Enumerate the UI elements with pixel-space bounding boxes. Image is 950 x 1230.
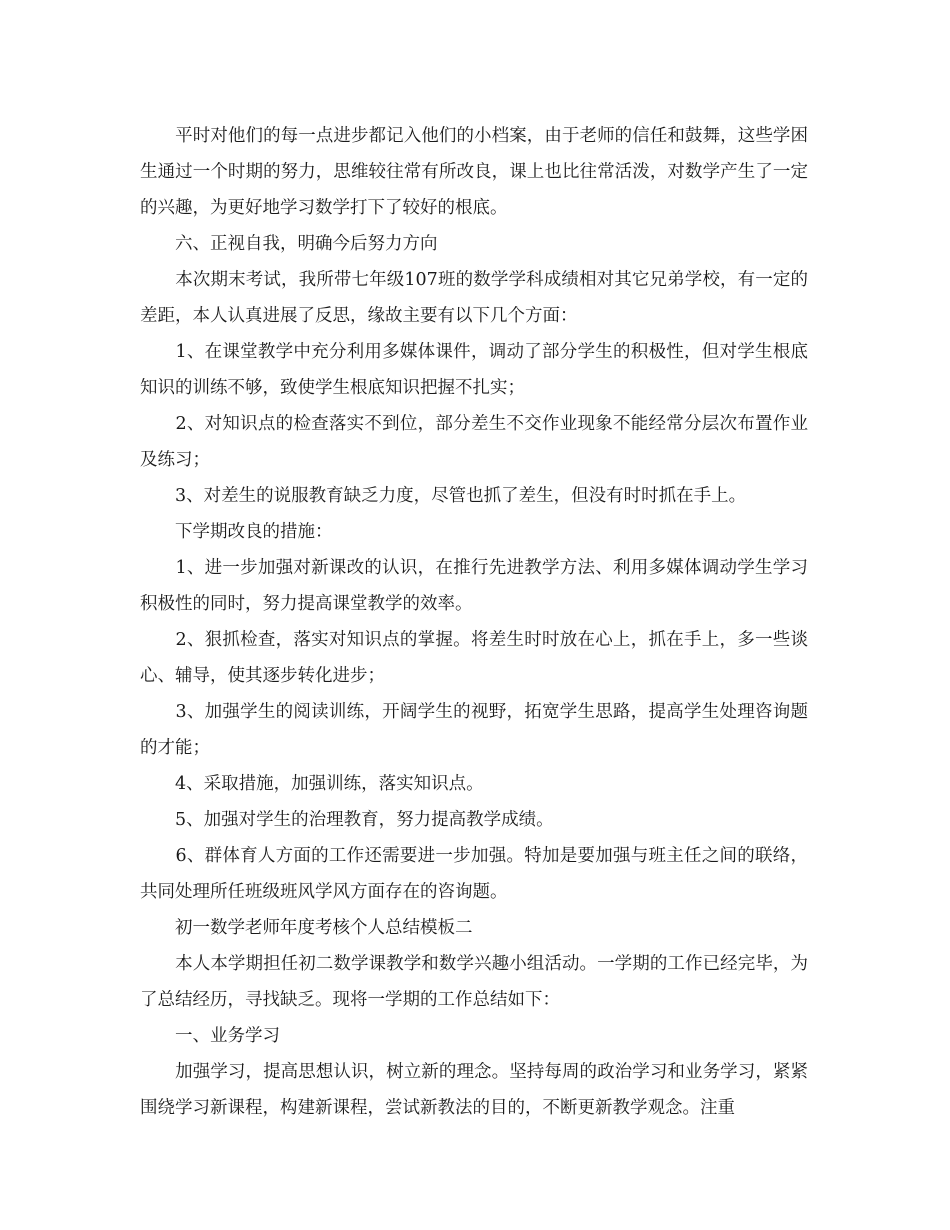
document-subtitle: 初一数学老师年度考核个人总结模板二 <box>140 918 473 938</box>
list-item: 1、进一步加强对新课改的认识，在推行先进教学方法、利用多媒体调动学生学习积极性的同时，努力提高课堂教学的效率。 <box>140 558 808 614</box>
list-item: 3、加强学生的阅读训练，开阔学生的视野，拓宽学生思路，提高学生处理咨询题的才能； <box>140 702 808 758</box>
section-heading: 下学期改良的措施： <box>140 522 333 542</box>
paragraph: 本人本学期担任初二数学课教学和数学兴趣小组活动。一学期的工作已经完毕，为了总结经历，寻找缺乏。现将一学期的工作总结如下： <box>140 954 808 1010</box>
paragraph: 加强学习，提高思想认识，树立新的理念。坚持每周的政治学习和业务学习，紧紧围绕学习新课程，构建新课程，尝试新教法的目的，不断更新教学观念。注重 <box>140 1062 808 1118</box>
list-item: 2、狠抓检查，落实对知识点的掌握。将差生时时放在心上，抓在手上，多一些谈心、辅导，使其逐步转化进步； <box>140 630 808 686</box>
document-body <box>140 118 808 1126</box>
list-item: 1、在课堂教学中充分利用多媒体课件，调动了部分学生的积极性，但对学生根底知识的训练不够，致使学生根底知识把握不扎实； <box>140 342 808 398</box>
paragraph: 本次期末考试，我所带七年级107班的数学学科成绩相对其它兄弟学校，有一定的差距，本人认真进展了反思，缘故主要有以下几个方面： <box>140 270 808 326</box>
list-item: 3、对差生的说服教育缺乏力度，尽管也抓了差生，但没有时时抓在手上。 <box>140 486 747 506</box>
list-item: 5、加强对学生的治理教育，努力提高教学成绩。 <box>140 810 554 830</box>
list-item: 4、采取措施，加强训练，落实知识点。 <box>140 774 484 794</box>
list-item: 6、群体育人方面的工作还需要进一步加强。特加是要加强与班主任之间的联络，共同处理所任班级班风学风方面存在的咨询题。 <box>140 846 808 902</box>
section-heading: 一、业务学习 <box>140 1026 280 1046</box>
paragraph: 平时对他们的每一点进步都记入他们的小档案，由于老师的信任和鼓舞，这些学困生通过一个时期的努力，思维较往常有所改良，课上也比往常活泼，对数学产生了一定的兴趣，为更好地学习数学打下了较好的根底。 <box>140 126 808 218</box>
section-heading: 六、正视自我，明确今后努力方向 <box>140 234 438 254</box>
list-item: 2、对知识点的检查落实不到位，部分差生不交作业现象不能经常分层次布置作业及练习； <box>140 414 808 470</box>
